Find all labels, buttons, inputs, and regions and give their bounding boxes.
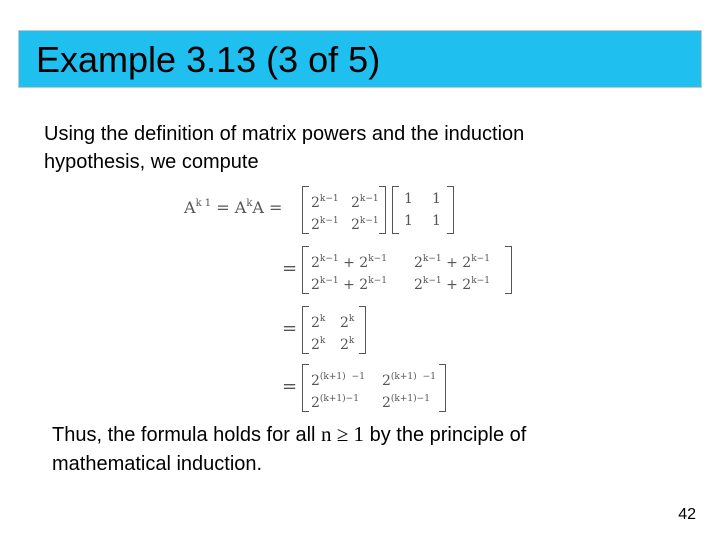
conclusion-text — [52, 420, 672, 479]
page-number: 42 — [678, 506, 696, 523]
matrix-power-2k: 2$^k$ 2$^k$ 2$^k$ 2$^k$ — [302, 306, 366, 354]
matrix-power-k: $2^{k-1}$ $2^{k-1}$ $2^{k-1}$ $2^{k-1}$ — [302, 186, 386, 234]
matrix-sum: $2^{k-1} + 2^{k-1}$ $2^{k-1} + 2^{k-1}$ $2^{k-1} + 2^{k-1}$ $2^{k-1} + 2^{k-1}$ — [302, 246, 512, 294]
conclusion-line-2: mathematical induction. — [52, 453, 263, 475]
slide-title: Example 3.13 (3 of 5) — [36, 39, 381, 80]
inequality: n ≥ 1 — [321, 422, 365, 446]
matrix-power-k-plus-1: $2^{(k+1)}$ $^{-1}$ $2^{(k+1)}$ $^{-1}$ $2^{(k+1)-1}$ $2^{(k+1)-1}$ — [302, 364, 446, 412]
intro-line-2: hypothesis, we compute — [44, 151, 259, 173]
matrix-a: 1 1 1 1 — [392, 186, 454, 234]
intro-line-1: Using the definition of matrix powers and the induction — [44, 123, 525, 145]
title-bar — [18, 30, 702, 88]
equation-lhs: $A^{k 1} = A^kA$ = — [184, 198, 283, 217]
conclusion-line-1: Thus, the formula holds for all n ≥ 1 by the principle of — [52, 422, 527, 446]
intro-text — [44, 120, 664, 176]
